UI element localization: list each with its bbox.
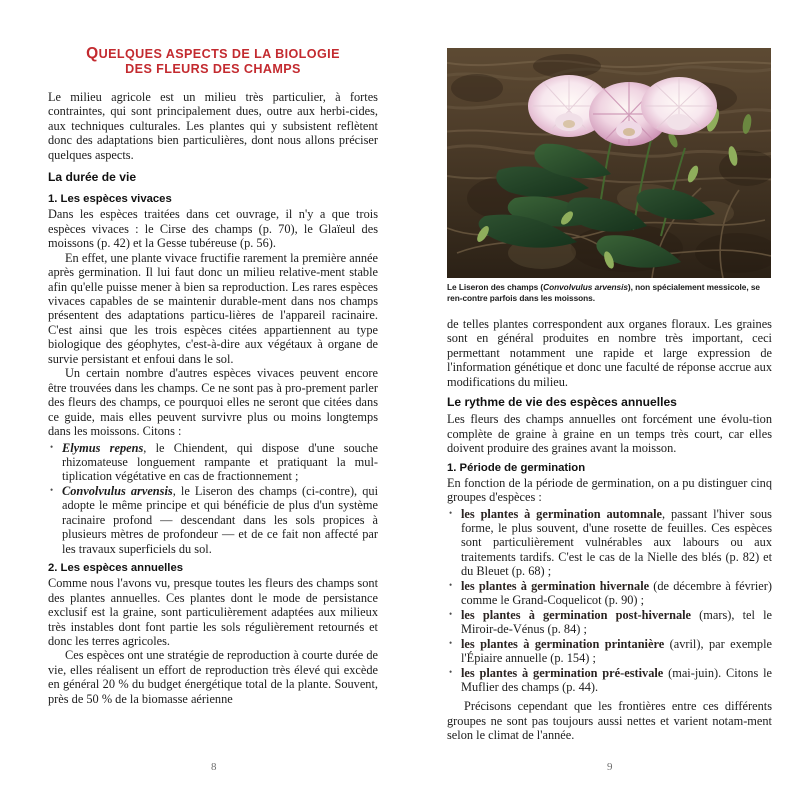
list-item <box>447 579 772 608</box>
paragraph-continued: de telles plantes correspondent aux organes floraux. Les graines sont en général produites en nombre très important, ceci permettant notamment une rapide et large expression de l'information génétique et donc une faculté de réponse accrue aux modifications du milieu. <box>447 317 772 389</box>
list-item-text: (de décembre à février) comme le Grand-Coquelicot (p. 90) ; <box>461 578 772 608</box>
species-name: Convolvulus arvensis <box>62 483 173 498</box>
page-title-line-1-rest: UELQUES ASPECTS DE LA BIOLOGIE <box>98 47 340 61</box>
group-label: les plantes à germination printanière <box>461 636 665 651</box>
list-item <box>447 507 772 579</box>
group-label: les plantes à germination post-hivernale <box>461 607 692 622</box>
page-title-line-2: DES FLEURS DES CHAMPS <box>125 62 301 76</box>
heading-rythme-de-vie: Le rythme de vie des espèces annuelles <box>447 395 677 410</box>
caption-species-name: Convolvulus arvensis <box>543 282 628 292</box>
list-item-text: (avril), par exemple l'Épiaire annuelle (p. 154) ; <box>461 636 772 666</box>
list-item <box>447 666 772 695</box>
vivaces-species-list <box>48 441 378 557</box>
page-number-right: 9 <box>607 761 613 773</box>
paragraph-vivaces-2: En effet, une plante vivace fructifie rarement la première année après germination. Il lui faut donc un milieu relative-ment stable afin qu'elle puisse mener à bien sa reproduction. Les rares espèces vivaces capables de se maintenir durable-ment dans nos champs présentent des adaptations particu-lières de l'appareil racinaire. C'est ainsi que les trois espèces citées appartiennent au type biologique des géophytes, c'est-à-dire aux végétaux à organe de survie persistant et enfoui dans le sol. <box>48 250 378 366</box>
caption-after: ), non spécialement messicole, se ren-contre parfois dans les moissons. <box>447 282 760 303</box>
list-item <box>447 608 772 637</box>
list-item-text: (mars), tel le Miroir-de-Vénus (p. 84) ; <box>461 607 772 637</box>
paragraph-vivaces-1: Dans les espèces traitées dans cet ouvrage, il n'y a que trois espèces vivaces : le Cirse des champs (p. 70), le Glaïeul des moissons (p. 42) et la Gesse tubéreuse (p. 56). <box>48 207 378 251</box>
germination-groups-list <box>447 507 772 695</box>
paragraph-annuelles-2: Ces espèces ont une stratégie de reproduction à courte durée de vie, elles réalisent un effort de reproduction très élevé qui excède en général 20 % du budget énergétique total de la plante. Souvent, près de 50 % de la biomasse aérienne <box>48 648 378 706</box>
heading-periode-germination: 1. Période de germination <box>447 461 586 474</box>
group-label: les plantes à germination pré-estivale <box>461 665 664 680</box>
paragraph-vivaces-3: Un certain nombre d'autres espèces vivaces peuvent encore être trouvées dans les champs. Ce ne sont pas à pro-prement parler des fleurs des champs, ce pourquoi elles ne seront que citées dans ce guide, mais elles peuvent survivre plus ou moins longtemps dans les moissons. Citons : <box>48 366 378 439</box>
group-label: les plantes à germination automnale <box>461 506 663 521</box>
title-drop-cap: Q <box>86 45 99 62</box>
right-column <box>447 317 772 743</box>
left-column <box>48 46 378 706</box>
list-item-text: , passant l'hiver sous forme, le plus souvent, d'une rosette de feuilles. Ces espèces sont particulièrement vulnérables aux labours ou aux traitements tardifs. C'est le cas de la Nielle des blés (p. 82) et du Bleuet (p. 68) ; <box>461 506 772 579</box>
page-title <box>48 46 378 77</box>
heading-especes-annuelles: 2. Les espèces annuelles <box>48 562 184 575</box>
list-item-text: , le Liseron des champs (ci-contre), qui adopte le même principe et qui bénéficie de plus d'un système racinaire profond — descendant dans les sols propices à plusieurs mètres de profondeur — et de ce fait non affecté par les travaux superficiels du sol. <box>62 483 378 556</box>
paragraph-annuelles-1: Comme nous l'avons vu, presque toutes les fleurs des champs sont des plantes annuelles. Ces plantes dont le mode de persistance exclusif est la graine, sont particulièrement adaptées aux milieux très instables dont font partie les sols régulièrement retournés et donc les terres agricoles. <box>48 576 378 648</box>
paragraph-periode: En fonction de la période de germination, on a pu distinguer cinq groupes d'espèces : <box>447 475 772 505</box>
page-number-left: 8 <box>211 761 217 773</box>
list-item-text: , le Chiendent, qui dispose d'une souche rhizomateuse longuement rampante et pratiquant la mul-tiplication végétative en cas de fractionnement ; <box>62 440 378 484</box>
group-label: les plantes à germination hivernale <box>461 578 650 593</box>
photo-illustration <box>447 48 771 278</box>
photo-convolvulus-arvensis <box>447 48 771 278</box>
list-item <box>447 637 772 666</box>
paragraph-rythme: Les fleurs des champs annuelles ont forcément une évolu-tion complète de graine à graine en un temps très court, car elles doivent produire des graines avant la moisson. <box>447 412 772 456</box>
list-item <box>48 441 378 484</box>
list-item <box>48 484 378 556</box>
page-title-line-1 <box>48 46 378 62</box>
intro-paragraph: Le milieu agricole est un milieu très particulier, à fortes contraintes, qui sont principalement dues, outre aux herbi-cides, aux techniques culturales. Les plantes qui y subsistent reflètent donc des adaptations bien particulières, dont nous allons préciser quelques aspects. <box>48 90 378 162</box>
heading-especes-vivaces: 1. Les espèces vivaces <box>48 193 172 206</box>
paragraph-closing: Précisons cependant que les frontières entre ces différents groupes ne sont pas toujours aussi nettes et varient notam-ment selon le climat de l'année. <box>447 699 772 743</box>
heading-duree-de-vie: La durée de vie <box>48 170 137 185</box>
figure-liseron <box>447 48 771 303</box>
figure-caption <box>447 282 771 303</box>
list-item-text: (mai-juin). Citons le Muflier des champs (p. 44). <box>461 665 772 694</box>
species-name: Elymus repens <box>62 440 144 455</box>
caption-before: Le Liseron des champs ( <box>447 282 544 292</box>
